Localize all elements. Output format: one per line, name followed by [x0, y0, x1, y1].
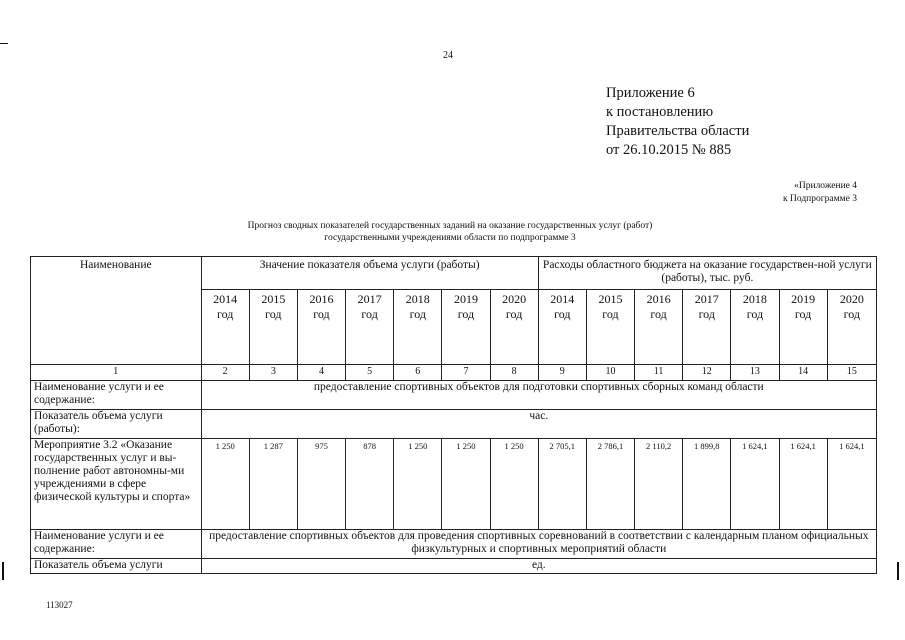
year-cell: 2016 год [635, 290, 683, 365]
data-cell: 1 899,8 [683, 439, 731, 530]
column-numbers-row [31, 365, 877, 381]
column-number: 9 [538, 365, 586, 381]
data-cell: 1 624,1 [731, 439, 779, 530]
service-name-value: предоставление спортивных объектов для подготовки спортивных сборных команд области [201, 381, 876, 410]
header-name: Наименование [31, 257, 202, 365]
document-title [200, 220, 700, 244]
appendix-line: от 26.10.2015 № 885 [606, 142, 732, 158]
column-number: 4 [297, 365, 345, 381]
column-number: 13 [731, 365, 779, 381]
year-cell: 2016 год [297, 290, 345, 365]
year-cell: 2019 год [779, 290, 827, 365]
data-cell: 2 786,1 [586, 439, 634, 530]
unit-value: ед. [201, 559, 876, 574]
column-number: 3 [249, 365, 297, 381]
year-cell: 2020 год [827, 290, 876, 365]
column-number: 14 [779, 365, 827, 381]
column-number: 11 [635, 365, 683, 381]
year-cell: 2017 год [346, 290, 394, 365]
data-cell: 1 250 [490, 439, 538, 530]
sub-reference [783, 180, 857, 206]
data-cell: 975 [297, 439, 345, 530]
year-cell: 2018 год [394, 290, 442, 365]
column-number: 15 [827, 365, 876, 381]
table-row [31, 410, 877, 439]
year-cell: 2019 год [442, 290, 490, 365]
year-cell: 2015 год [249, 290, 297, 365]
row-label: Наименование услуги и ее содержание: [31, 381, 202, 410]
scan-mark [0, 43, 8, 44]
column-number: 12 [683, 365, 731, 381]
row-label: Наименование услуги и ее содержание: [31, 530, 202, 559]
header-volume-group: Значение показателя объема услуги (работы) [201, 257, 538, 290]
column-number: 5 [346, 365, 394, 381]
appendix-line: Правительства области [606, 123, 750, 139]
column-number: 7 [442, 365, 490, 381]
data-cell: 1 250 [442, 439, 490, 530]
sub-reference-line: «Приложение 4 [794, 181, 857, 191]
year-cell: 2015 год [586, 290, 634, 365]
service-name-value: предоставление спортивных объектов для проведения спортивных соревнований в соответствии с календарным планом официальных физкультурных и спортивных мероприятий области [201, 530, 876, 559]
data-cell: 1 250 [394, 439, 442, 530]
table-row [31, 530, 877, 559]
data-cell: 1 287 [249, 439, 297, 530]
year-cell: 2014 год [538, 290, 586, 365]
table-row [31, 559, 877, 574]
header-expenses-group: Расходы областного бюджета на оказание государствен-ной услуги (работы), тыс. руб. [538, 257, 876, 290]
scan-mark [2, 562, 4, 580]
unit-value: час. [201, 410, 876, 439]
page-number: 24 [443, 50, 453, 61]
appendix-header [606, 84, 749, 160]
table-header-row [31, 257, 877, 290]
appendix-line: к постановлению [606, 104, 714, 120]
table-row [31, 439, 877, 530]
column-number: 10 [586, 365, 634, 381]
data-cell: 1 624,1 [779, 439, 827, 530]
year-cell: 2020 год [490, 290, 538, 365]
forecast-table [30, 256, 877, 574]
data-cell: 1 250 [201, 439, 249, 530]
title-line: Прогноз сводных показателей государственных заданий на оказание государственных услуг (работ) [247, 221, 653, 231]
data-cell: 1 624,1 [827, 439, 876, 530]
table-row [31, 381, 877, 410]
year-cell: 2014 год [201, 290, 249, 365]
data-cell: 878 [346, 439, 394, 530]
sub-reference-line: к Подпрограмме 3 [783, 194, 857, 204]
scan-mark [897, 562, 899, 580]
appendix-line: Приложение 6 [606, 85, 695, 101]
row-label: Мероприятие 3.2 «Оказание государственных услуг и вы-полнение работ автономны-ми учреждениями в сфере физической культуры и спорта» [31, 439, 202, 530]
data-cell: 2 110,2 [635, 439, 683, 530]
row-label: Показатель объема услуги (работы): [31, 410, 202, 439]
footer-code: 113027 [46, 600, 73, 610]
data-cell: 2 705,1 [538, 439, 586, 530]
column-number: 2 [201, 365, 249, 381]
year-cell: 2018 год [731, 290, 779, 365]
column-number: 8 [490, 365, 538, 381]
row-label: Показатель объема услуги [31, 559, 202, 574]
title-line: государственными учреждениями области по подпрограмме 3 [324, 233, 576, 243]
column-number: 6 [394, 365, 442, 381]
year-cell: 2017 год [683, 290, 731, 365]
column-number: 1 [31, 365, 202, 381]
